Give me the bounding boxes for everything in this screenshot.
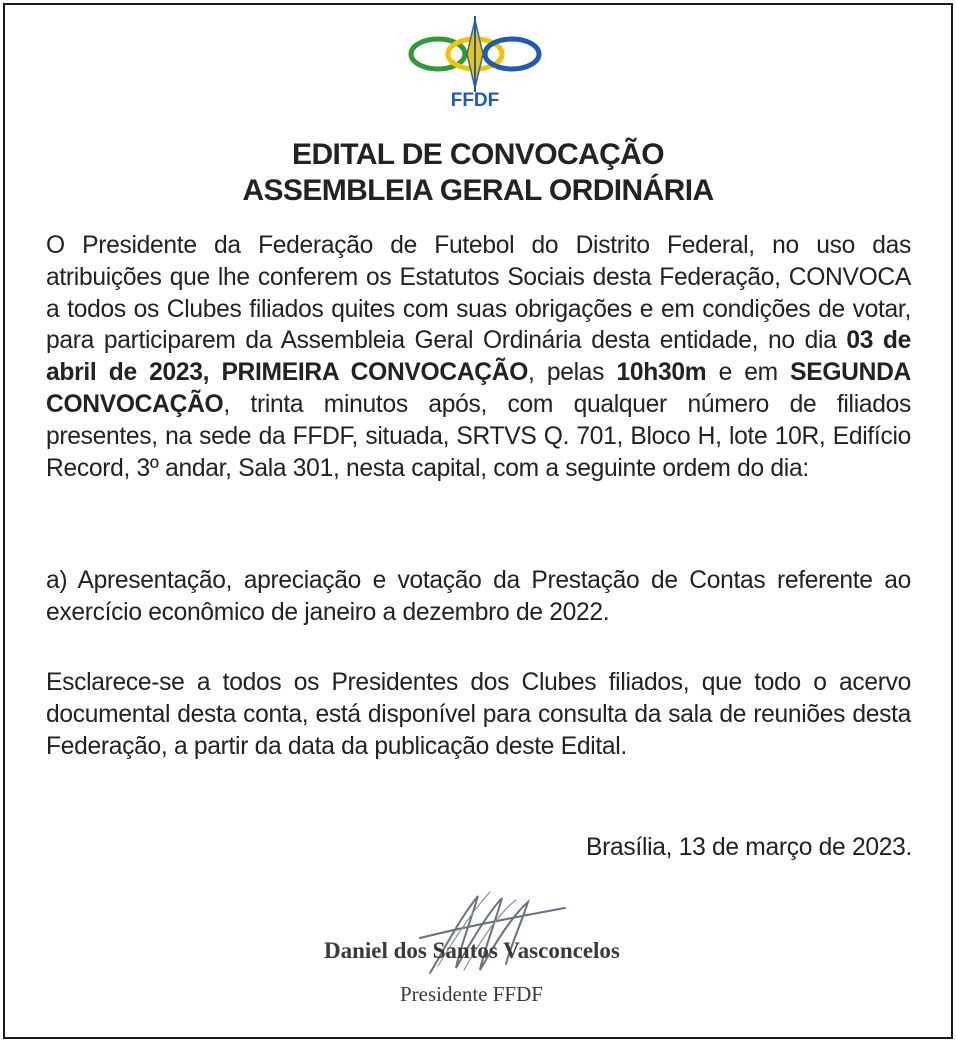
paragraph-clarification: Esclarece-se a todos os Presidentes dos Clubes filiados, que todo o acervo documental desta conta, está disponível para consulta da sala de reuniões desta Federação, a partir da data da publicação deste Edital. [46,669,911,760]
signature-block [300,878,660,1028]
p1-time-bold: 10h30m [616,359,707,387]
p1-text-1: O Presidente da Federação de Futebol do Distrito Federal, no uso das atribuições que lhe conferem os Estatutos Sociais desta Federação, CONVOCA a todos os Clubes filiados quites com suas obrigações e em condições de votar, para participarem da Assembleia Geral Ordinária desta entidade, no dia [46,232,911,355]
page-title [0,137,956,209]
paragraph-convocation [46,230,911,484]
logo-text: FFDF [450,90,500,111]
p1-text-4: , trinta minutos após, com qualquer número de filiados presentes, na sede da FFDF, situada, SRTVS Q. 701, Bloco H, lote 10R, Edifício Record, 3º andar, Sala 301, nesta capital, com a seguinte ordem do dia: [46,390,911,482]
signature-scribble-icon [360,878,580,988]
signatory-role: Presidente FFDF [400,982,543,1006]
title-line-2: ASSEMBLEIA GERAL ORDINÁRIA [242,174,714,207]
p1-text-2: , pelas [528,359,617,387]
paragraph-agenda: a) Apresentação, apreciação e votação da Prestação de Contas referente ao exercício econômico de janeiro a dezembro de 2022. [46,567,911,626]
ffdf-logo [400,14,550,114]
p1-second-bold: SEGUNDA CONVOCAÇÃO [46,359,911,418]
signatory-name: Daniel dos Santos Vasconcelos [324,938,620,963]
rings-emblem-icon [400,14,550,94]
p1-date-bold: 03 de abril de 2023, PRIMEIRA CONVOCAÇÃO [46,327,911,387]
p1-text-3: e em [706,359,791,387]
title-line-1: EDITAL DE CONVOCAÇÃO [292,138,664,171]
date-line: Brasília, 13 de março de 2023. [586,834,912,861]
